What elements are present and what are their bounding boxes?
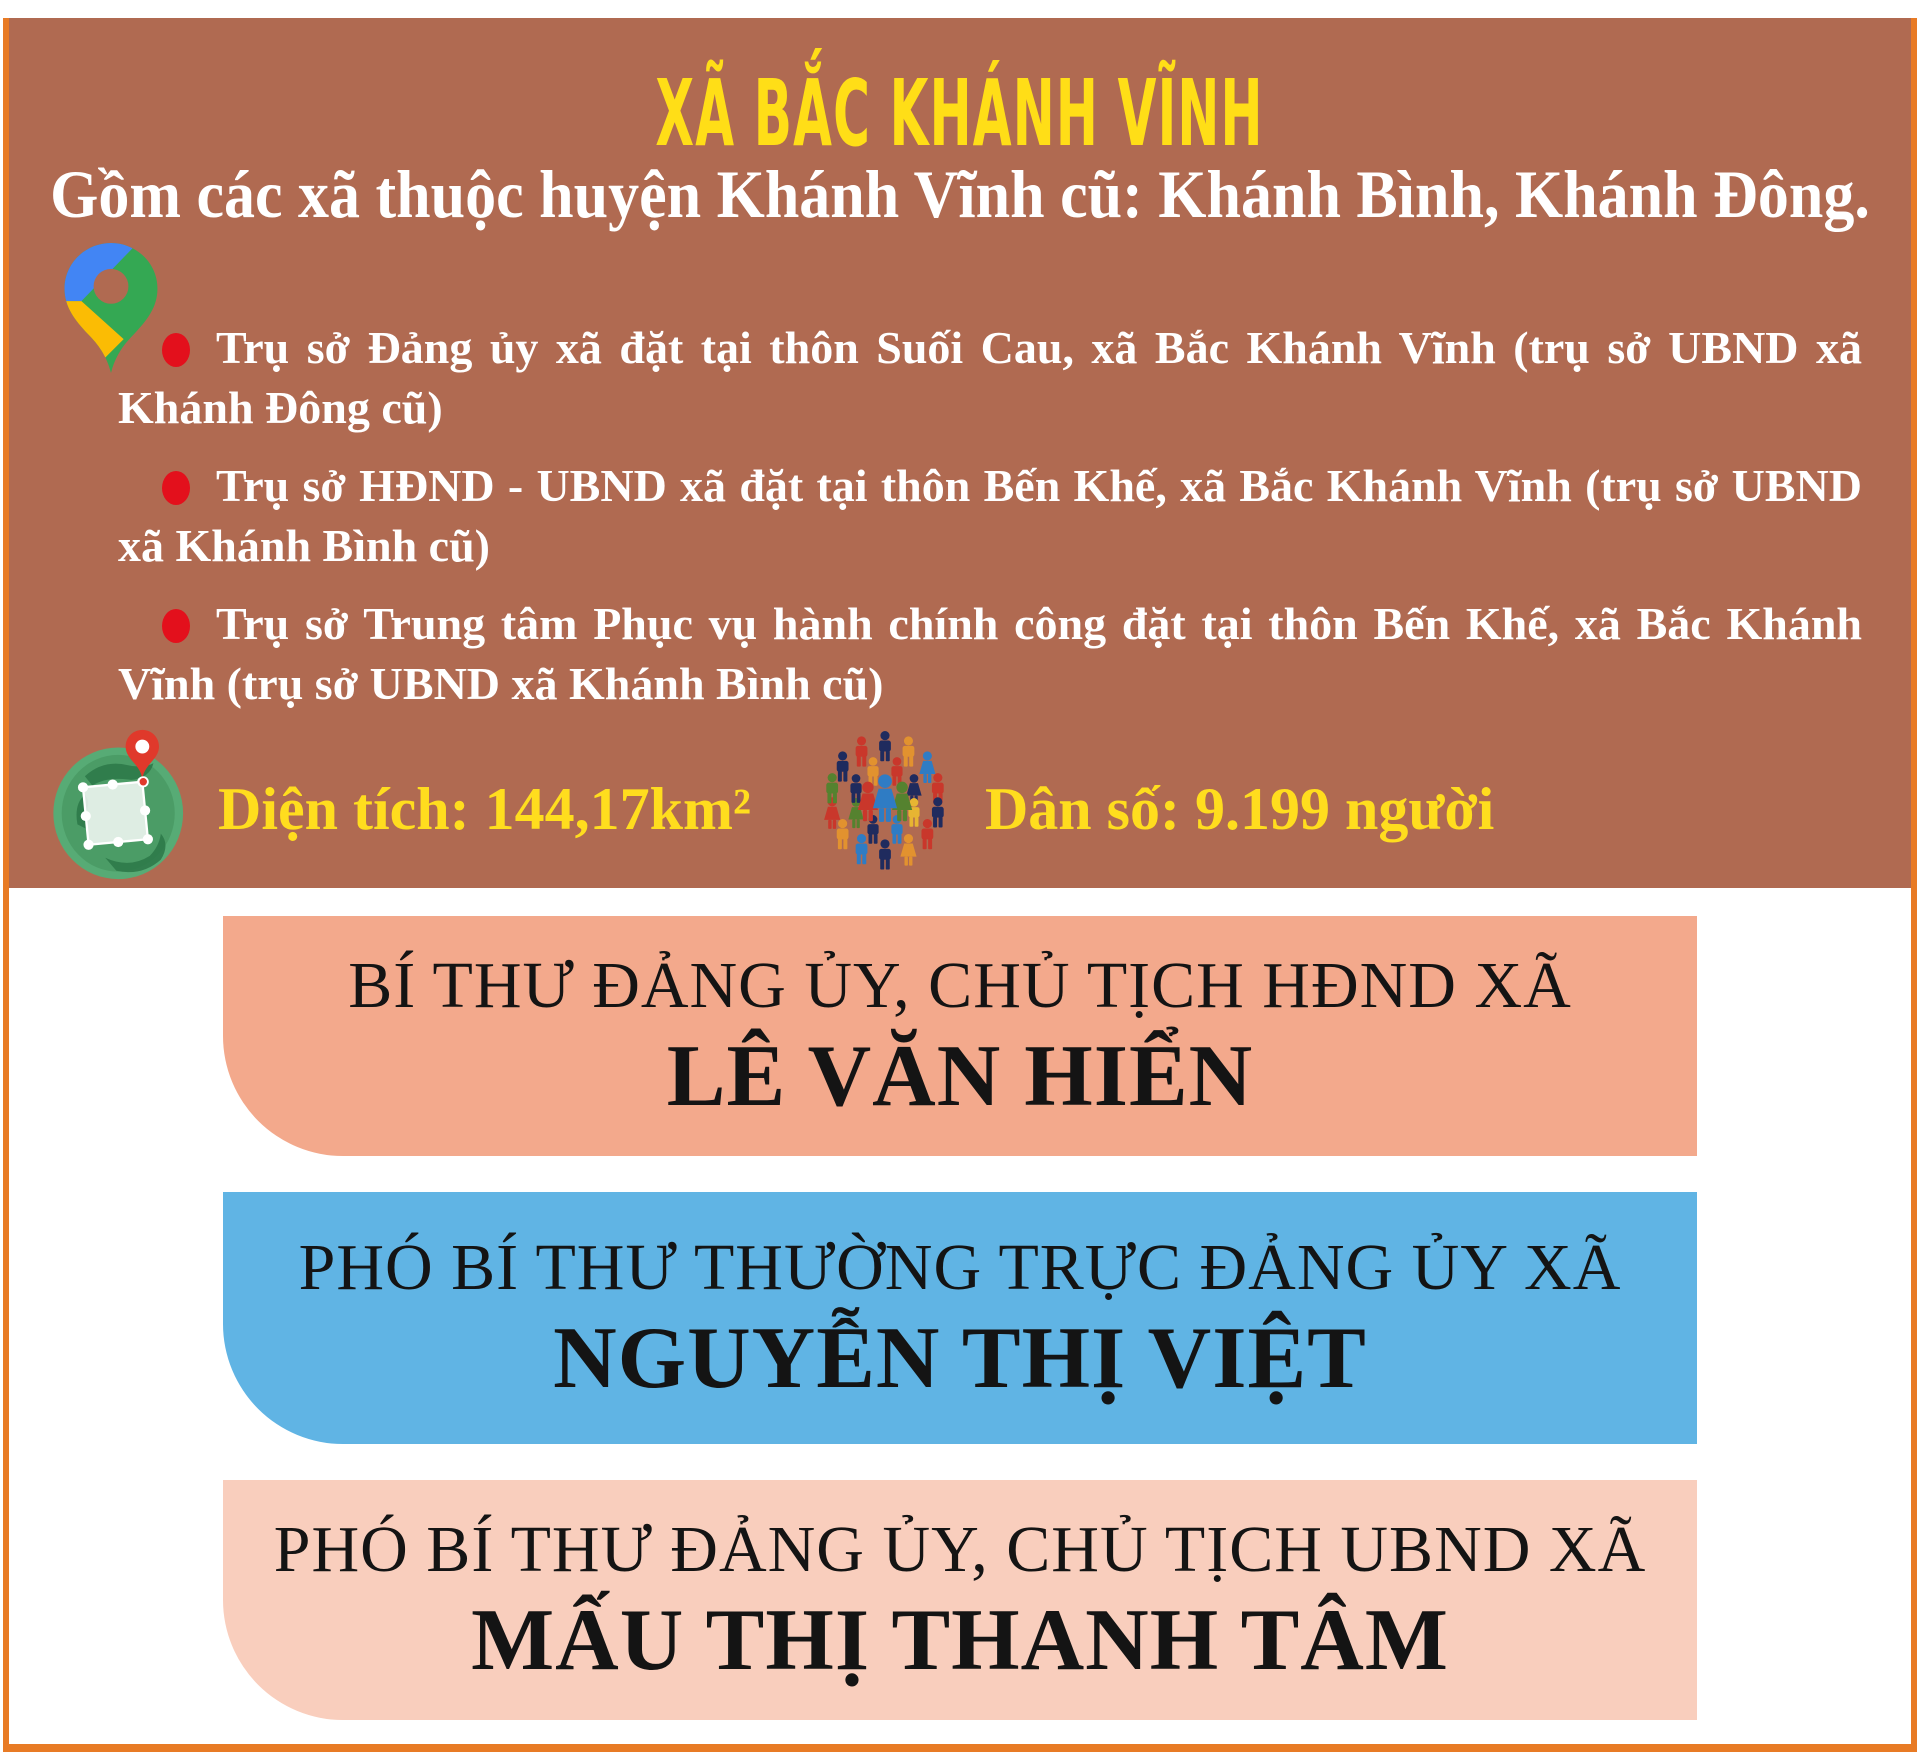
official-card	[223, 1192, 1697, 1444]
area-label: Diện tích: 144,17km²	[218, 775, 751, 842]
office-item	[118, 594, 1862, 714]
page-title-text: XÃ BẮC KHÁNH VĨNH	[655, 59, 1265, 168]
official-role: BÍ THƯ ĐẢNG ỦY, CHỦ TỊCH HĐND XÃ	[348, 948, 1572, 1022]
population-label: Dân số: 9.199 người	[984, 775, 1495, 842]
official-card	[223, 916, 1697, 1156]
red-dot-bullet-icon	[162, 333, 190, 367]
official-role: PHÓ BÍ THƯ THƯỜNG TRỰC ĐẢNG ỦY XÃ	[298, 1230, 1622, 1304]
stats-row	[48, 728, 1891, 880]
crowd-circle-icon	[809, 728, 961, 880]
page-subtitle-text: Gồm các xã thuộc huyện Khánh Vĩnh cũ: Khánh Bình, Khánh Đông.	[50, 157, 1870, 233]
office-item	[118, 318, 1862, 438]
official-role: PHÓ BÍ THƯ ĐẢNG ỦY, CHỦ TỊCH UBND XÃ	[273, 1512, 1647, 1586]
officials-list	[9, 888, 1911, 1720]
official-name: LÊ VĂN HIỂN	[666, 1027, 1254, 1125]
red-dot-bullet-icon	[162, 471, 190, 505]
office-text: Trụ sở Trung tâm Phục vụ hành chính công đặt tại thôn Bến Khế, xã Bắc Khánh Vĩnh (trụ sở UBND xã Khánh Bình cũ)	[118, 598, 1862, 709]
official-name: NGUYỄN THỊ VIỆT	[553, 1309, 1367, 1407]
office-text: Trụ sở HĐND - UBND xã đặt tại thôn Bến Khế, xã Bắc Khánh Vĩnh (trụ sở UBND xã Khánh Bình cũ)	[118, 460, 1862, 571]
red-dot-bullet-icon	[162, 609, 190, 643]
orange-frame	[3, 18, 1917, 1752]
area-map-selection-icon	[48, 728, 194, 880]
header-panel	[9, 18, 1911, 888]
page-title	[9, 59, 1911, 168]
office-list	[9, 318, 1911, 732]
office-item	[118, 456, 1862, 576]
official-card	[223, 1480, 1697, 1720]
official-name: MẤU THỊ THANH TÂM	[471, 1591, 1449, 1689]
office-text: Trụ sở Đảng ủy xã đặt tại thôn Suối Cau, xã Bắc Khánh Vĩnh (trụ sở UBND xã Khánh Đông cũ)	[118, 322, 1862, 433]
page-subtitle	[9, 157, 1911, 233]
